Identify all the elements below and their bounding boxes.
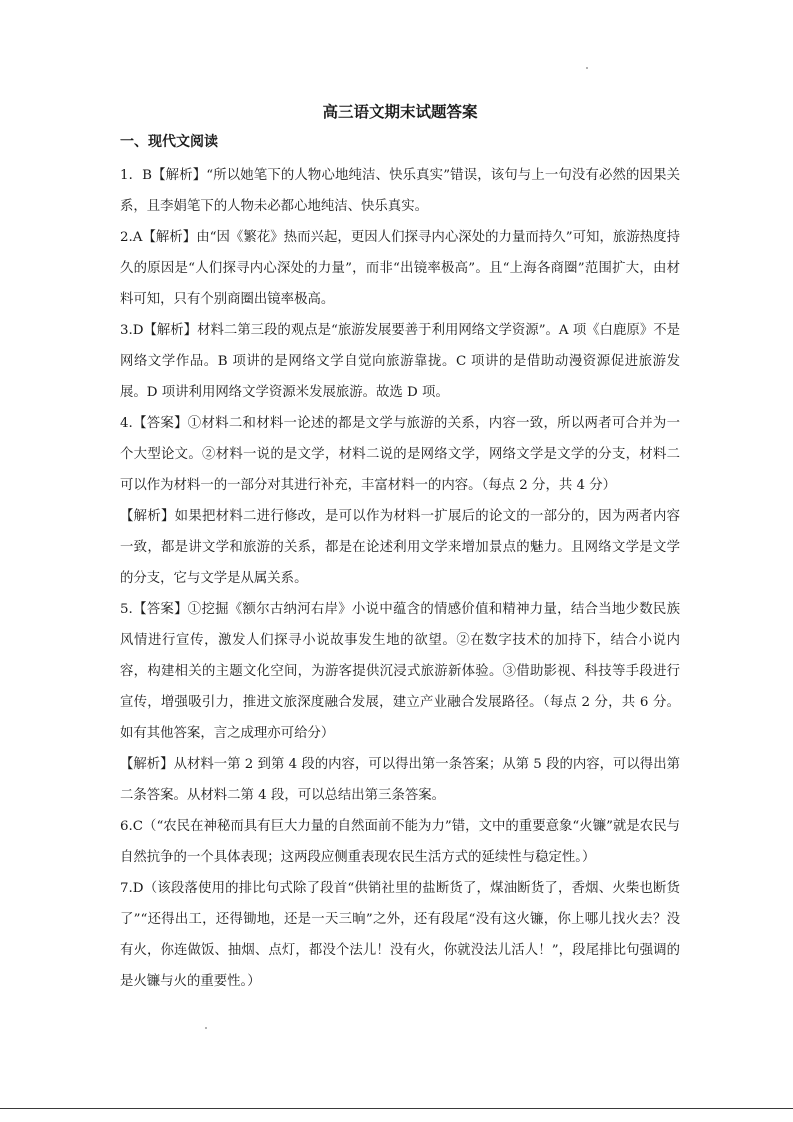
decorative-dot-top (586, 67, 588, 69)
answer-q6: 6.C（“农民在神秘而具有巨大力量的自然面前不能为力”错，文中的重要意象“火镰”就是农民与自然抗争的一个具体表现；这两段应侧重表现农民生活方式的延续性与稳定性。） (120, 819, 680, 865)
answer-q3: 3.D【解析】材料二第三段的观点是“旅游发展要善于利用网络文学资源”。A 项《白鹿原》不是网络文学作品。B 项讲的是网络文学自觉向旅游靠拢。C 项讲的是借助动漫资源促进旅游发展。D 项讲利用网络文学资源米发展旅游。故选 D 项。 (120, 323, 680, 400)
answer-q1: 1．B【解析】“所以她笔下的人物心地纯洁、快乐真实”错误，该句与上一句没有必然的因果关系，且李娟笔下的人物未必都心地纯洁、快乐真实。 (120, 168, 680, 214)
analysis-q4: 【解析】如果把材料二进行修改，是可以作为材料一扩展后的论文的一部分的，因为两者内容一致，都是讲文学和旅游的关系，都是在论述利用文学来增加景点的魅力。且网络文学是文学的分支，它与文学是从属关系。 (120, 509, 680, 586)
answer-q5: 5.【答案】①挖掘《额尔古纳河右岸》小说中蕴含的情感价值和精神力量，结合当地少数民族风情进行宣传，激发人们探寻小说故事发生地的欲望。②在数字技术的加持下，结合小说内容，构建相关的主题文化空间，为游客提供沉浸式旅游新体验。③借助影视、科技等手段进行宣传，增强吸引力，推进文旅深度融合发展，建立产业融合发展路径。（每点 2 分，共 6 分。如有其他答案，言之成理亦可给分） (120, 602, 680, 741)
decorative-dot-bottom (205, 1027, 207, 1029)
section-heading: 一、现代文阅读 (120, 134, 218, 150)
answer-document (120, 100, 680, 997)
answer-q4: 4.【答案】①材料二和材料一论述的都是文学与旅游的关系，内容一致，所以两者可合并为一个大型论文。②材料一说的是文学，材料二说的是网络文学，网络文学是文学的分支，材料二可以作为材料一的一部分对其进行补充，丰富材料一的内容。（每点 2 分，共 4 分） (120, 416, 680, 493)
answer-q2: 2.A【解析】由“因《繁花》热而兴起，更因人们探寻内心深处的力量而持久”可知，旅游热度持久的原因是“人们探寻内心深处的力量”，而非“出镜率极高”。且“上海各商圈”范围扩大，由材料可知，只有个别商圈出镜率极高。 (120, 230, 680, 307)
page-bottom-rule (0, 1108, 793, 1109)
answer-q7: 7.D（该段落使用的排比句式除了段首“供销社里的盐断货了，煤油断货了，香烟、火柴也断货了”“还得出工，还得锄地，还是一天三晌”之外，还有段尾“没有这火镰，你上哪儿找火去？没有火，你连做饭、抽烟、点灯，都没个法儿！没有火，你就没法儿活人！”，段尾排比句强调的是火镰与火的重要性。） (120, 881, 680, 989)
analysis-q5: 【解析】从材料一第 2 到第 4 段的内容，可以得出第一条答案；从第 5 段的内容，可以得出第二条答案。从材料二第 4 段，可以总结出第三条答案。 (120, 757, 680, 803)
document-title: 高三语文期末试题答案 (322, 103, 478, 121)
